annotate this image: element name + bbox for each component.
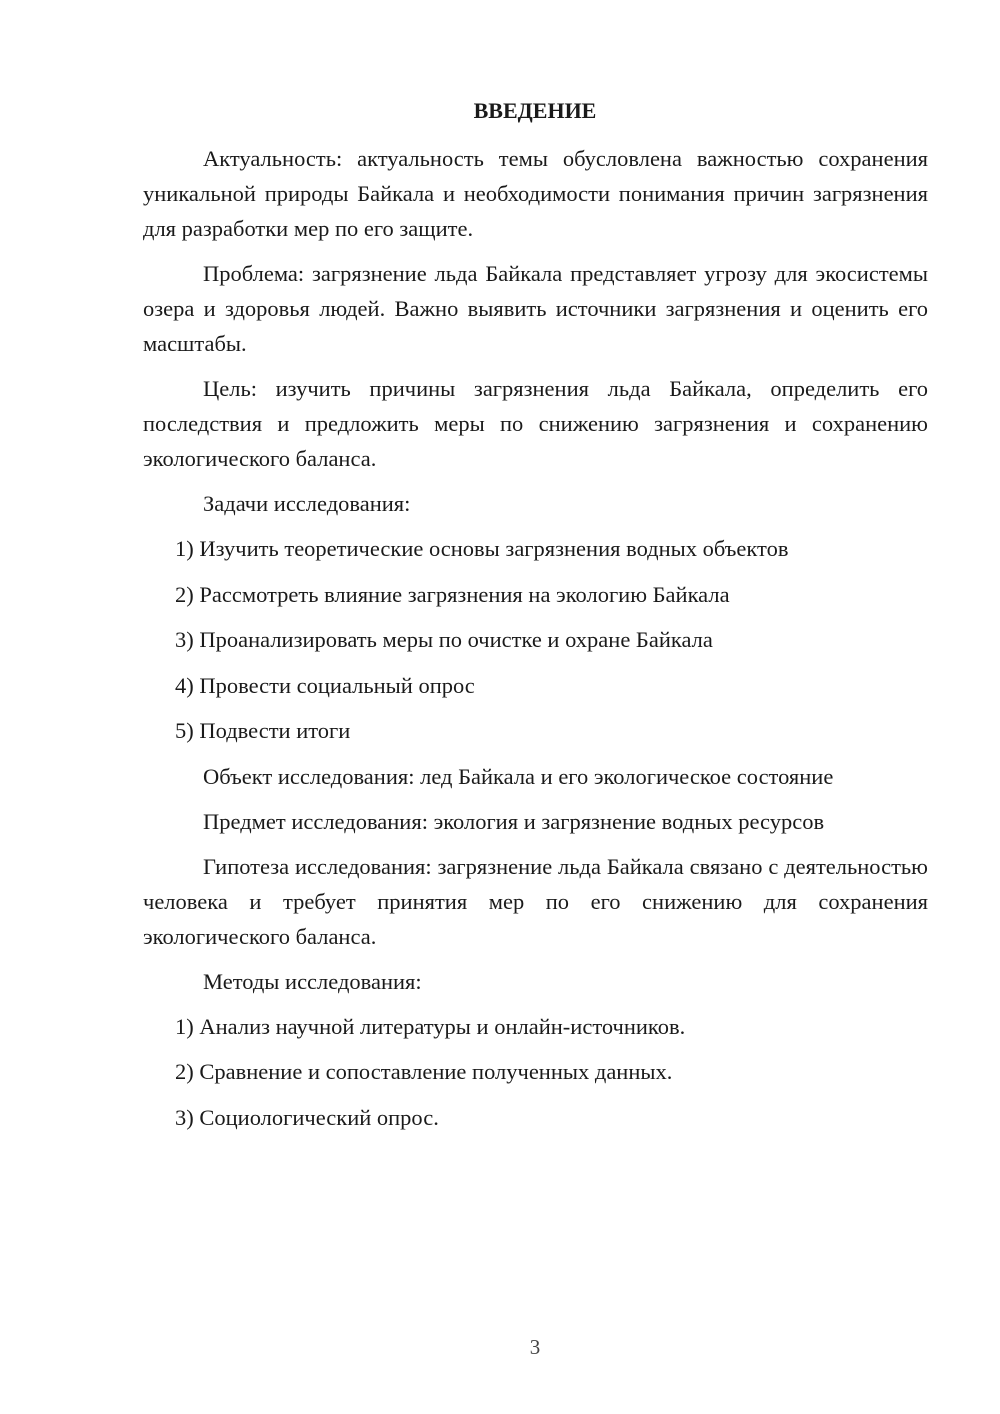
page-title: ВВЕДЕНИЕ [473,98,597,123]
object-paragraph: Объект исследования: лед Байкала и его экологическое состояние [203,763,834,789]
list-item: 3) Социологический опрос. [175,1104,439,1130]
subject-paragraph: Предмет исследования: экология и загрязнение водных ресурсов [203,808,825,834]
problem-paragraph: Проблема: загрязнение льда Байкала представляет угрозу для экосистемы озера и здоровья людей. Важно выявить источники загрязнения и оценить его масштабы. [143,261,928,356]
hypothesis-paragraph: Гипотеза исследования: загрязнение льда Байкала связано с деятельностью человека и требует принятия мер по его снижению для сохранения экологического баланса. [143,853,928,949]
list-item: 2) Сравнение и сопоставление полученных данных. [175,1059,673,1084]
list-item: 1) Анализ научной литературы и онлайн-источников. [175,1013,686,1039]
goal-paragraph: Цель: изучить причины загрязнения льда Байкала, определить его последствия и предложить меры по снижению загрязнения и сохранению экологического баланса. [143,376,928,471]
tasks-heading: Задачи исследования: [203,491,411,516]
list-item: 3) Проанализировать меры по очистке и охране Байкала [175,627,713,652]
list-item: 4) Провести социальный опрос [175,672,475,698]
list-item: 1) Изучить теоретические основы загрязнения водных объектов [175,536,789,561]
list-item: 2) Рассмотреть влияние загрязнения на экологию Байкала [175,581,730,607]
list-item: 5) Подвести итоги [175,718,351,743]
relevance-paragraph: Актуальность: актуальность темы обусловлена важностью сохранения уникальной природы Байкала и необходимости понимания причин загрязнения для разработки мер по его защите. [143,146,928,241]
methods-list [143,1009,928,1135]
page-body [143,141,928,1145]
tasks-list [143,531,928,748]
page-number: 3 [529,1335,541,1359]
methods-heading: Методы исследования: [203,968,422,994]
